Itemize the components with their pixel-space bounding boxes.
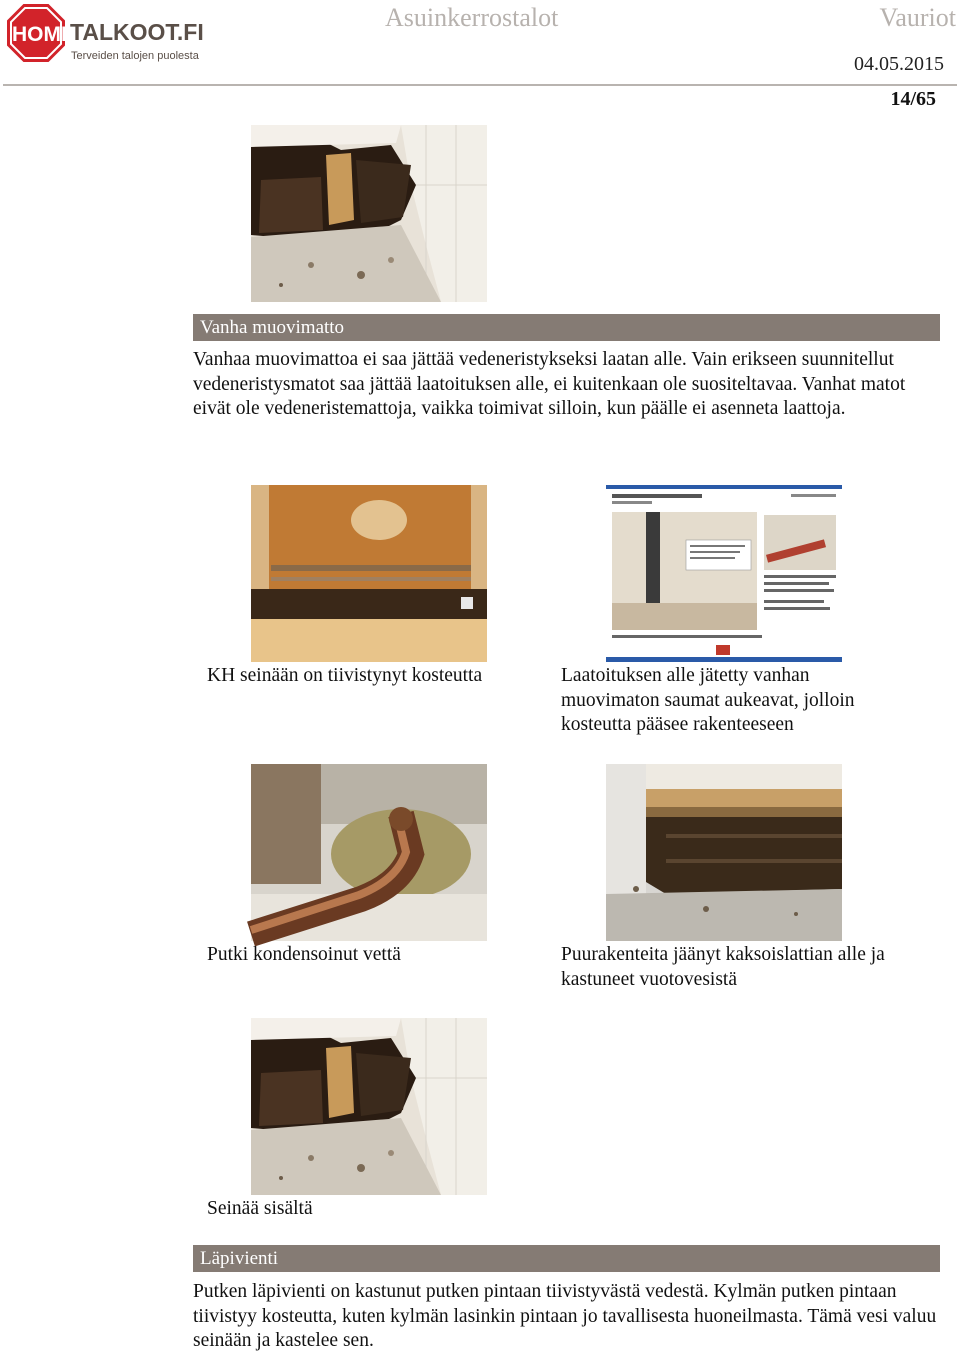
logo-home-text: HOME: [12, 23, 75, 46]
section-title-lapivienti: Läpivienti: [193, 1245, 940, 1272]
photo-damaged-wall-top: [251, 125, 487, 302]
photo-wall-inside: [251, 1018, 487, 1195]
caption-fig1: KH seinään on tiivistynyt kosteutta: [207, 665, 483, 686]
photo-condensing-pipe: [251, 764, 487, 941]
header-section: Vauriot: [879, 3, 956, 32]
photo-double-floor-wood: [606, 764, 842, 941]
photo-document-thumbnail: [606, 485, 842, 662]
header-date: 04.05.2015: [854, 53, 944, 75]
caption-fig5: Seinää sisältä: [207, 1198, 313, 1219]
header-category: Asuinkerrostalot: [385, 3, 559, 32]
photo-kh-wall-moisture: [251, 485, 487, 662]
header-divider: [3, 84, 957, 86]
caption-fig4: Puurakenteita jäänyt kaksoislattian alle ja kastuneet vuotovesistä: [561, 944, 885, 990]
logo-talkoot-text: TALKOOT.FI: [70, 19, 204, 45]
section2-body: Putken läpivienti on kastunut putken pintaan tiivistyvästä vedestä. Kylmän putken pintaan tiivistyy kosteutta, kuten kylmän lasinkin pintaan jo tavallisesta huoneilmasta. Tämä vesi valuu seinään ja kastelee sen.: [193, 1281, 937, 1351]
page-number: 14/65: [890, 88, 936, 110]
caption-fig3: Putki kondensoinut vettä: [207, 944, 401, 965]
section1-body: Vanhaa muovimattoa ei saa jättää vedeneristykseksi laatan alle. Vain erikseen suunnitellut vedeneristysmatot saa jättää laatoituksen alle, ei kuitenkaan ole suositeltavaa. Vanhat matot eivät ole vedeneristemattoja, vaikka toimivat silloin, kun päälle ei asenneta laattoja.: [193, 349, 906, 419]
caption-fig2: Laatoituksen alle jätetty vanhan muovimaton saumat aukeavat, jolloin kosteutta pääsee rakenteeseen: [561, 665, 855, 735]
logo-tagline: Terveiden talojen puolesta: [71, 50, 199, 62]
section-title-vanha-muovimatto: Vanha muovimatto: [193, 314, 940, 341]
hometalkoot-logo[interactable]: [5, 2, 204, 64]
